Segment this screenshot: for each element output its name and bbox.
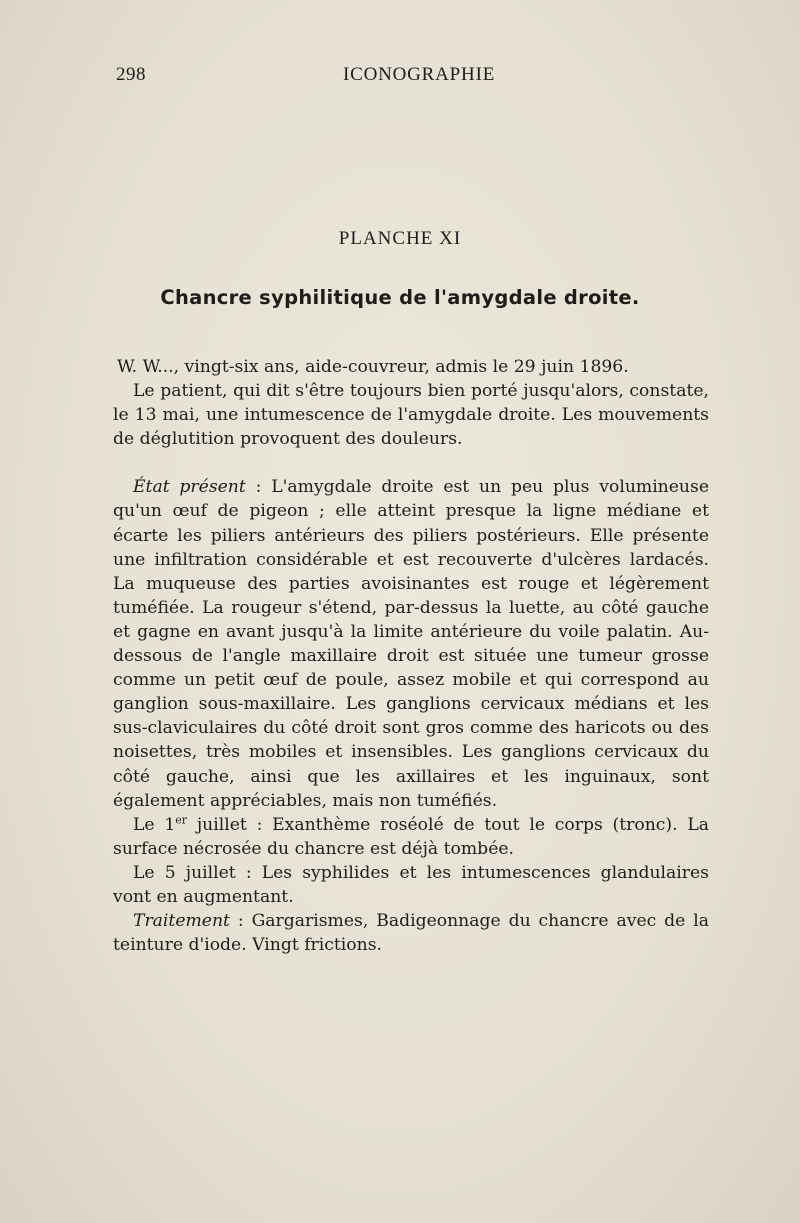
present-state-label: État présent xyxy=(133,477,246,498)
ordinal-superscript: er xyxy=(175,812,188,826)
treatment-label: Traitement xyxy=(133,911,230,932)
july-1-start: Le 1 xyxy=(133,814,176,835)
case-description xyxy=(113,355,709,957)
treatment-paragraph xyxy=(113,909,709,957)
present-state-paragraph xyxy=(113,475,709,812)
plate-title: Chancre syphilitique de l'amygdale droite. xyxy=(160,286,640,309)
history-paragraph: Le patient, qui dit s'être toujours bien porté jusqu'alors, constate, le 13 mai, une intumescence de l'amygdale droite. Les mouvements de déglutition provoquent des douleurs. xyxy=(113,381,709,450)
july-1-text: juillet : Exanthème roséolé de tout le corps (tronc). La surface nécrosée du chancre est déjà tombée. xyxy=(113,814,710,859)
page-number: 298 xyxy=(116,64,146,85)
plate-label: PLANCHE XI xyxy=(338,228,462,249)
running-title: ICONOGRAPHIE xyxy=(343,64,496,85)
paragraph-gap xyxy=(113,451,709,475)
patient-intro: W. W..., vingt-six ans, aide-couvreur, admis le 29 juin 1896. xyxy=(117,357,629,377)
july-1-paragraph xyxy=(113,813,709,861)
treatment-text: : Gargarismes, Badigeonnage du chancre avec de la teinture d'iode. Vingt frictions. xyxy=(113,911,709,956)
july-5-paragraph: Le 5 juillet : Les syphilides et les intumescences glandulaires vont en augmentant. xyxy=(113,862,709,907)
present-state-text: : L'amygdale droite est un peu plus volumineuse qu'un œuf de pigeon ; elle atteint presque la ligne médiane et écarte les piliers antérieurs des piliers postérieurs. Elle présente une infiltration considérable et est recouverte d'ulcères lardacés. La muqueuse des parties avoisinantes est rouge et légèrement tuméfiée. La rougeur s'étend, par-dessus la luette, au côté gauche et gagne en avant jusqu'à la limite antérieure du voile palatin. Au-dessous de l'angle maxillaire droit est située une tumeur grosse comme un petit œuf de poule, assez mobile et qui correspond au ganglion sous-maxillaire. Les ganglions cervicaux médians et les sus-claviculaires du côté droit sont gros comme des haricots ou des noisettes, très mobiles et insensibles. Les ganglions cervicaux du côté gauche, ainsi que les axillaires et les inguinaux, sont également appréciables, mais non tuméfiés. xyxy=(113,477,709,811)
running-head xyxy=(0,64,800,90)
